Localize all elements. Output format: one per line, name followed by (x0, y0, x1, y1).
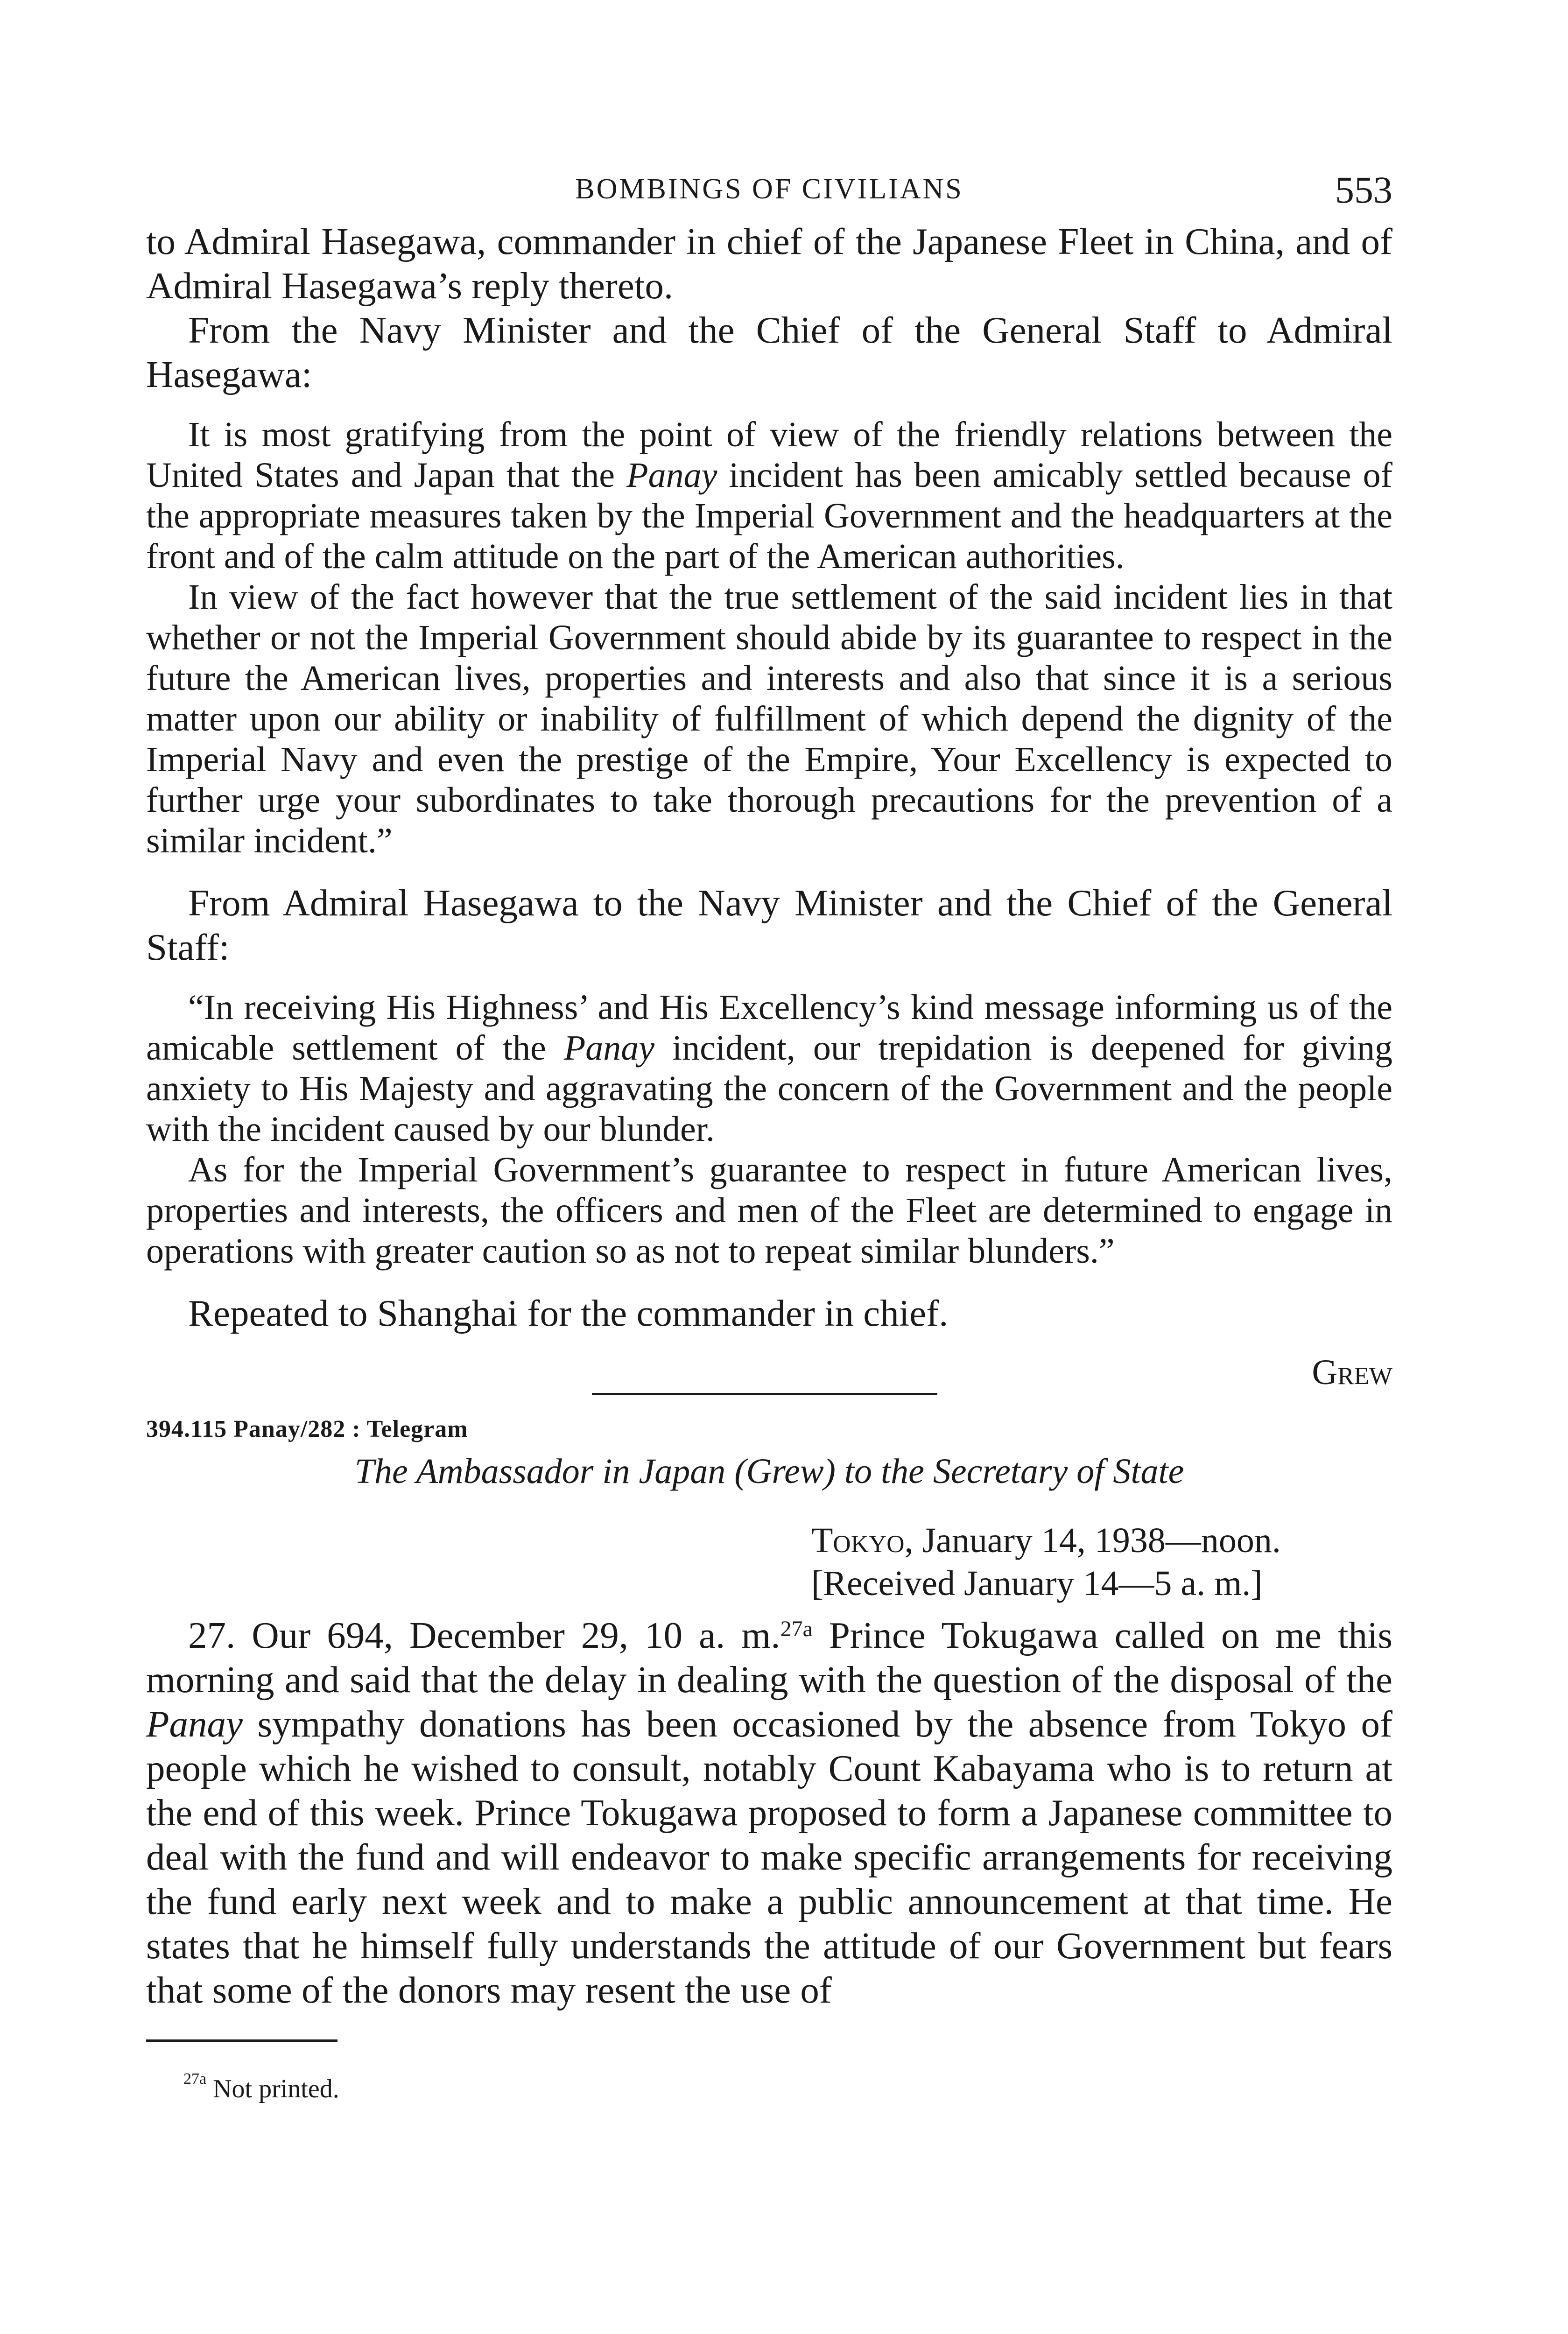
page-header (146, 168, 1392, 219)
page-number: 553 (1335, 169, 1392, 211)
paragraph-from-hasegawa: From Admiral Hasegawa to the Navy Minister and the Chief of the General Staff: (146, 882, 1392, 968)
dateline-place: Tokyo, (811, 1521, 914, 1560)
quote-hasegawa-2: As for the Imperial Government’s guarantee to respect in future American lives, properties and interests, the officers and men of the Fleet are determined to engage in operations with greater caution so as not to repeat similar blunders.” (146, 1150, 1392, 1271)
running-head: BOMBINGS OF CIVILIANS (575, 173, 963, 205)
paragraph-repeated: Repeated to Shanghai for the commander in chief. (188, 1292, 949, 1334)
quote-text: “In receiving His Highness’ and His Excellency’s kind message informing us of the amicable settlement of the (146, 988, 1392, 1068)
paragraph-continuation: to Admiral Hasegawa, commander in chief of the Japanese Fleet in China, and of Admiral Hasegawa’s reply thereto. (146, 220, 1392, 307)
quote-text: incident, our trepidation is deepened for giving anxiety to His Majesty and aggravating the concern of the Government and the people with the incident caused by our blunder. (146, 1028, 1393, 1149)
telegram-lead: 27. Our 694, December 29, 10 a. m. (188, 1614, 780, 1656)
footnote (146, 2070, 1392, 2104)
quote-text: incident has been amicably settled because of the appropriate measures taken by the Imperial Government and the headquarters at the front and of the calm attitude on the part of the American authorities. (146, 456, 1392, 576)
section-rule-container (146, 1393, 1392, 1407)
ship-name: Panay (563, 1028, 655, 1068)
dateline-sent (811, 1519, 1392, 1562)
document-title: The Ambassador in Japan (Grew) to the Secretary of State (354, 1452, 1184, 1491)
page (146, 168, 1392, 2104)
dateline (146, 1519, 1392, 1605)
ship-name: Panay (626, 456, 717, 495)
dateline-date: January 14, 1938—noon. (913, 1521, 1281, 1560)
footnote-divider (146, 2039, 338, 2042)
dateline-received: [Received January 14—5 a. m.] (811, 1564, 1263, 1603)
paragraph-from-navy-minister: From the Navy Minister and the Chief of the General Staff to Admiral Hasegawa: (146, 309, 1392, 395)
quote-navy-minister-1 (146, 415, 1392, 577)
signature: Grew (1312, 1353, 1392, 1392)
telegram-text: Prince Tokugawa called on me this morning and said that the delay in dealing with the question of the disposal of the (146, 1614, 1392, 1701)
quote-text: It is most gratifying from the point of view of the friendly relations between the United States and Japan that the (146, 415, 1392, 495)
section-divider (592, 1393, 937, 1395)
footnote-text: Not printed. (206, 2074, 339, 2103)
quote-navy-minister-2: In view of the fact however that the true settlement of the said incident lies in that whether or not the Imperial Government should abide by its guarantee to respect in the future the American lives, properties and interests and also that since it is a serious matter upon our ability or inability of fulfillment of which depend the dignity of the Imperial Navy and even the prestige of the Empire, Your Excellency is expected to further urge your subordinates to take thorough precautions for the prevention of a similar incident.” (146, 577, 1392, 860)
quote-hasegawa-1 (146, 987, 1392, 1150)
telegram-paragraph (146, 1613, 1392, 2012)
footnote-reference: 27a (780, 1617, 813, 1641)
ship-name: Panay (146, 1703, 243, 1745)
footnote-marker: 27a (183, 2070, 207, 2088)
telegram-text: sympathy donations has been occasioned by the absence from Tokyo of people which he wished to consult, notably Count Kabayama who is to return at the end of this week. Prince Tokugawa proposed to form a Japanese committee to deal with the fund and will endeavor to make specific arrangements for receiving the fund early next week and to make a public announcement at that time. He states that he himself fully understands the attitude of our Government but fears that some of the donors may resent the use of (146, 1703, 1392, 2011)
file-reference: 394.115 Panay/282 : Telegram (146, 1416, 468, 1442)
